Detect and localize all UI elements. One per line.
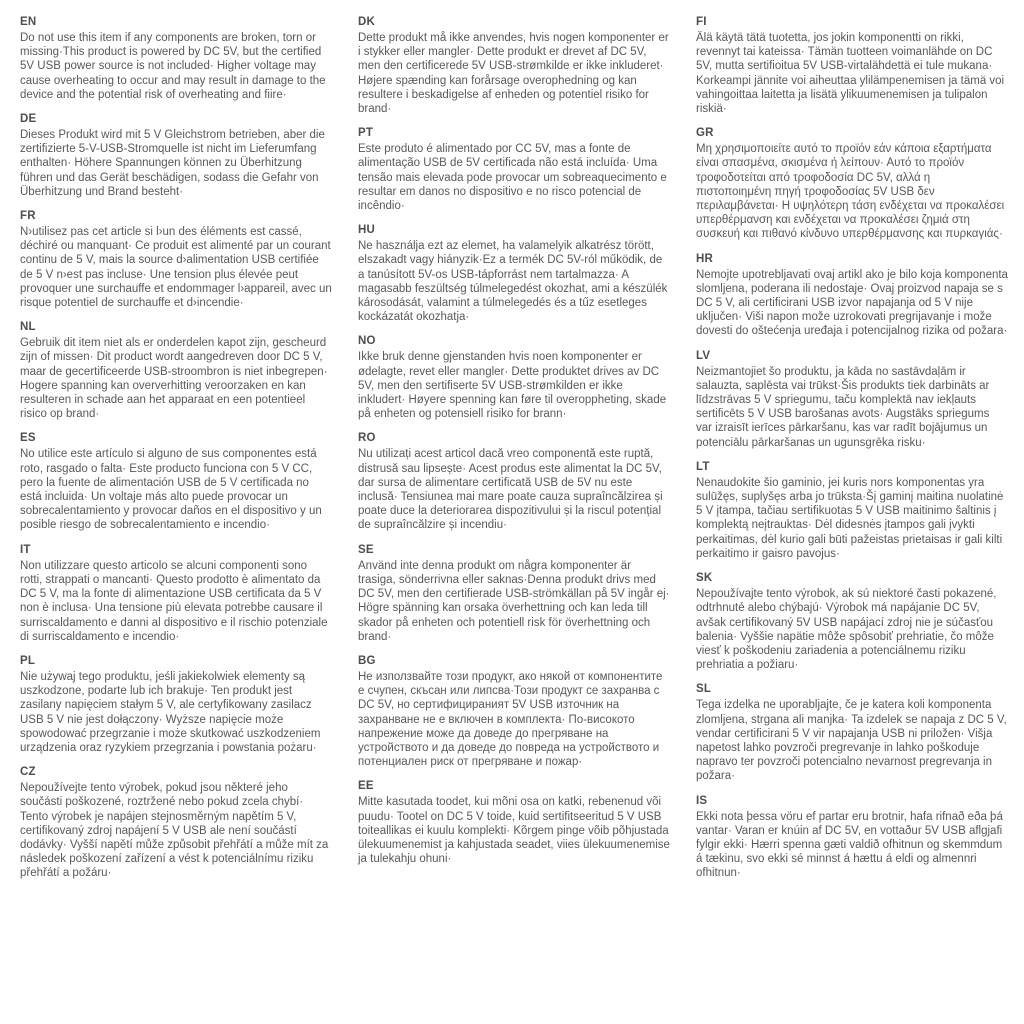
- section-se: [358, 544, 670, 644]
- warning-text-dk: Dette produkt må ikke anvendes, hvis nogen komponenter er i stykker eller mangler· Dette produkt er drevet af DC 5V, men den certificerede 5V USB-strømkilde er ikke inkluderet· Højere spænding kan forårsage overophedning og kan resultere i beskadigelse af enheden og potentiel risiko for brand·: [358, 32, 669, 116]
- language-code-ee: EE: [358, 780, 374, 793]
- warning-text-cz: Nepoužívejte tento výrobek, pokud jsou některé jeho součásti poškozené, roztržené nebo pokud zcela chybí· Tento výrobek je napájen stejnosměrným napětím 5 V, certifikovaný zdroj napájení 5 V USB ale není součástí dodávky· Vyšší napětí může způsobit přehřátí a může mít za následek poškození zařízení a vést k potenciálnímu riziku přehřátí a požáru·: [20, 782, 329, 880]
- language-code-dk: DK: [358, 16, 376, 28]
- section-is: [696, 795, 1008, 881]
- column-3: [696, 16, 1008, 892]
- warning-text-pl: Nie używaj tego produktu, jeśli jakiekolwiek elementy są uszkodzone, podarte lub ich brakuje· Ten produkt jest zasilany napięciem stałym 5 V, ale certyfikowany zasilacz USB 5 V nie jest dołączony· Wyższe napięcie może spowodować przegrzanie i może skutkować uszkodzeniem urządzenia oraz ryzykiem przegrzania i powstania pożaru·: [20, 670, 321, 754]
- warning-text-pt: Este produto é alimentado por CC 5V, mas a fonte de alimentação USB de 5V certificada não está incluída· Uma tensão mais elevada pode provocar um sobreaquecimento e resultar em danos no dispositivo e no risco potencial de incêndio·: [358, 143, 667, 213]
- section-ro: [358, 432, 670, 532]
- language-code-sk: SK: [696, 572, 713, 585]
- section-gr: [696, 127, 1008, 241]
- warning-text-nl: Gebruik dit item niet als er onderdelen kapot zijn, gescheurd zijn of missen· Dit product wordt aangedreven door DC 5 V, maar de gecertificeerde USB-stroombron is niet inbegrepen· Hogere spanning kan oververhitting veroorzaken en kan resulteren in schade aan het apparaat en een potentieel risico op brand·: [20, 337, 328, 421]
- section-bg: [358, 655, 670, 769]
- warning-text-de: Dieses Produkt wird mit 5 V Gleichstrom betrieben, aber die zertifizierte 5-V-USB-Stromquelle ist nicht im Lieferumfang enthalten· Höhere Spannungen können zu Überhitzung führen und das Gerät beschädigen, sodass die Gefahr von Überhitzung und Brand besteht·: [20, 129, 325, 198]
- language-code-fr: FR: [20, 210, 36, 223]
- language-code-pt: PT: [358, 127, 374, 140]
- language-code-is: IS: [696, 794, 708, 807]
- warning-text-it: Non utilizzare questo articolo se alcuni componenti sono rotti, strappati o mancanti· Questo prodotto è alimentato da DC 5 V, ma la fonte di alimentazione USB certificata da 5 V non è inclusa· Una tensione più elevata potrebbe causare il surriscaldamento e danni al dispositivo e il rischio potenziale di surriscaldamento e incendio·: [20, 559, 328, 643]
- section-nl: [20, 321, 332, 421]
- section-hu: [358, 224, 670, 324]
- warning-text-se: Använd inte denna produkt om några komponenter är trasiga, sönderrivna eller saknas·Denna produkt drivs med DC 5V, men den certifierade USB-strömkällan på 5V ingår ej· Högre spänning kan orsaka överhettning och kan leda till skador på enheten och potentiell risk för överhettning och brand·: [358, 559, 670, 643]
- section-de: [20, 113, 332, 199]
- language-code-hu: HU: [358, 224, 376, 237]
- language-code-es: ES: [20, 432, 36, 445]
- section-pt: [358, 127, 670, 213]
- section-ee: [358, 780, 670, 866]
- section-no: [358, 335, 670, 421]
- warning-text-sl: Tega izdelka ne uporabljajte, če je katera koli komponenta zlomljena, strgana ali manjka· Ta izdelek se napaja z DC 5 V, vendar certificirani 5 V vir napajanja USB ni priložen· Višja napetost lahko povzroči pregrevanje in lahko poškoduje napravo ter povzroči potencialno nevarnost pregrevanja in požara·: [696, 699, 1007, 783]
- warning-text-no: Ikke bruk denne gjenstanden hvis noen komponenter er ødelagte, revet eller mangler· Dette produktet drives av DC 5V, men den sertifiserte 5V USB-strømkilden er ikke inkludert· Høyere spenning kan føre til overoppheting, skade på enheten og potensiell risiko for brann·: [358, 351, 667, 421]
- language-code-fi: FI: [696, 16, 707, 28]
- language-code-de: DE: [20, 113, 37, 126]
- warning-text-fr: N›utilisez pas cet article si l›un des éléments est cassé, déchiré ou manquant· Ce produit est alimenté par un courant continu de 5 V, mais la source d›alimentation USB certifiée de 5 V n›est pas incluse· Une tension plus élevée peut provoquer une surchauffe et endommager l›appareil, avec un risque potentiel de surchauffe et d›incendie·: [20, 226, 332, 310]
- section-cz: [20, 766, 332, 880]
- section-lt: [696, 461, 1008, 561]
- language-code-it: IT: [20, 543, 31, 556]
- section-es: [20, 432, 332, 532]
- section-lv: [696, 350, 1008, 450]
- section-sk: [696, 572, 1008, 672]
- section-sl: [696, 683, 1008, 783]
- language-code-lv: LV: [696, 349, 711, 362]
- column-2: [358, 16, 670, 892]
- section-hr: [696, 253, 1008, 339]
- language-code-ro: RO: [358, 432, 376, 445]
- warning-text-hr: Nemojte upotrebljavati ovaj artikl ako je bilo koja komponenta slomljena, poderana ili nedostaje· Ovaj proizvod napaja se s DC 5 V, ali certificirani USB izvor napajanja od 5 V nije uključen· Viši napon može uzrokovati pregrijavanje i može dovesti do oštećenja uređaja i potencijalnog rizika od požara·: [696, 268, 1008, 338]
- warning-text-en: Do not use this item if any components are broken, torn or missing·This product is powered by DC 5V, but the certified 5V USB power source is not included· Higher voltage may cause overheating to occur and may result in damage to the device and the potential risk of overheating and fiire·: [20, 32, 326, 101]
- column-1: [20, 16, 332, 892]
- language-code-gr: GR: [696, 127, 714, 140]
- warning-text-lt: Nenaudokite šio gaminio, jei kuris nors komponentas yra sulūžęs, suplyšęs arba jo trūksta·Šį gaminį maitina nuolatinė 5 V įtampa, tačiau sertifikuotas 5 V USB maitinimo šaltinis į komplektą neįtrauktas· Dėl didesnės įtampos gali įvykti perkaitimas, dėl kurio gali būti pažeistas prietaisas ir gali kilti perkaitimo ir gaisro pavojus·: [696, 476, 1004, 560]
- language-code-lt: LT: [696, 460, 710, 473]
- section-pl: [20, 655, 332, 755]
- warning-text-es: No utilice este artículo si alguno de sus componentes está roto, rasgado o falta· Este producto funciona con 5 V CC, pero la fuente de alimentación USB de 5 V certificada no está incluida· Un voltaje más alto puede provocar un sobrecalentamiento y provocar daños en el dispositivo y un posible riesgo de sobrecalentamiento e incendio·: [20, 448, 322, 532]
- language-code-pl: PL: [20, 654, 36, 667]
- language-code-cz: CZ: [20, 766, 36, 779]
- warning-text-is: Ekki nota þessa vöru ef partar eru brotnir, hafa rifnað eða þá vantar· Varan er knúin af DC 5V, en vottaður 5V USB aflgjafi fylgir ekki· Hærri spenna gæti valdið ofhitnun og skemmdum á tækinu, svo ekki sé minnst á hættu á eldi og almennri ofhitnun·: [696, 810, 1003, 880]
- language-code-hr: HR: [696, 252, 714, 265]
- language-code-bg: BG: [358, 654, 376, 667]
- language-code-sl: SL: [696, 683, 712, 696]
- section-en: [20, 16, 332, 102]
- section-dk: [358, 16, 670, 116]
- warning-text-lv: Neizmantojiet šo produktu, ja kāda no sastāvdaļām ir salauzta, saplēsta vai trūkst·Šis produkts tiek darbināts ar līdzstrāvas 5 V spriegumu, taču komplektā nav iekļauts sertificēts 5 V USB barošanas avots· Augstāks spriegums var izraisīt ierīces pārkaršanu, kas var radīt bojājumus un potenciālu pārkaršanas un ugunsgrēka risku·: [696, 365, 990, 449]
- language-code-en: EN: [20, 16, 37, 28]
- warning-text-ro: Nu utilizați acest articol dacă vreo componentă este ruptă, distrusă sau lipsește· Acest produs este alimentat la DC 5V, dar sursa de alimentare certificată USB de 5V nu este inclusă· Tensiunea mai mare poate cauza supraîncălzirea și poate duce la deteriorarea dispozitivului și la riscul potențial de supraîncălzire și incendiu·: [358, 448, 663, 532]
- warning-text-gr: Μη χρησιμοποιείτε αυτό το προϊόν εάν κάποια εξαρτήματα είναι σπασμένα, σκισμένα ή λείπουν· Αυτό το προϊόν τροφοδοτείται από τροφοδοσία DC 5V, αλλά η πιστοποιημένη πηγή τροφοδοσίας 5V USB δεν περιλαμβάνεται· Η υψηλότερη τάση ενδέχεται να προκαλέσει υπερθέρμανση και ενδέχεται να προκαλέσει ζημιά στη συσκευή και πιθανό κίνδυνο υπερθέρμανσης και πυρκαγιάς·: [696, 143, 1005, 241]
- section-it: [20, 544, 332, 644]
- warning-text-ee: Mitte kasutada toodet, kui mõni osa on katki, rebenenud või puudu· Tootel on DC 5 V toide, kuid sertifitseeritud 5 V USB toiteallikas ei kuulu komplekti· Kõrgem pinge võib põhjustada ülekuumenemist ja kahjustada seadet, viies ülekuumenemise ja tulekahju ohuni·: [358, 796, 670, 866]
- warning-text-sk: Nepoužívajte tento výrobok, ak sú niektoré časti pokazené, odtrhnuté alebo chýbajú· Výrobok má napájanie DC 5V, avšak certifikovaný 5V USB napájací zdroj nie je súčasťou balenia· Vyššie napätie môže spôsobiť prehriatie, čo môže viesť k poškodeniu zariadenia a potenciálnemu riziku prehriatia a požiaru·: [696, 588, 997, 672]
- section-fi: [696, 16, 1008, 116]
- section-fr: [20, 210, 332, 310]
- language-code-no: NO: [358, 335, 376, 348]
- warning-text-fi: Älä käytä tätä tuotetta, jos jokin komponentti on rikki, revennyt tai kateissa· Tämän tuotteen voimanlähde on DC 5V, mutta sertifioitua 5V USB-virtalähdettä ei tule mukana· Korkeampi jännite voi aiheuttaa ylilämpenemisen ja tämä voi vahingoittaa laitetta ja lisätä ylikuumenemisen ja tulipalon riskiä·: [696, 32, 1005, 116]
- warning-text-bg: Не използвайте този продукт, ако някой от компонентите е счупен, скъсан или липсва·Този продукт се захранва с DC 5V, но сертифицираният 5V USB източник на захранване не е включен в комплекта· По-високото напрежение може да доведе до прегряване на устройството и да доведе до повреда на устройството и потенциален риск от прегряване и пожар·: [358, 670, 663, 769]
- warning-text-hu: Ne használja ezt az elemet, ha valamelyik alkatrész törött, elszakadt vagy hiányzik·Ez a termék DC 5V-ról működik, de a tanúsított 5V-os USB-tápforrást nem tartalmazza· A magasabb feszültség túlmelegedést okozhat, ami a készülék károsodását, valamint a túlmelegedés és a tűz esetleges kockázatát okozhatja·: [358, 240, 668, 324]
- language-code-se: SE: [358, 543, 374, 556]
- language-code-nl: NL: [20, 321, 36, 334]
